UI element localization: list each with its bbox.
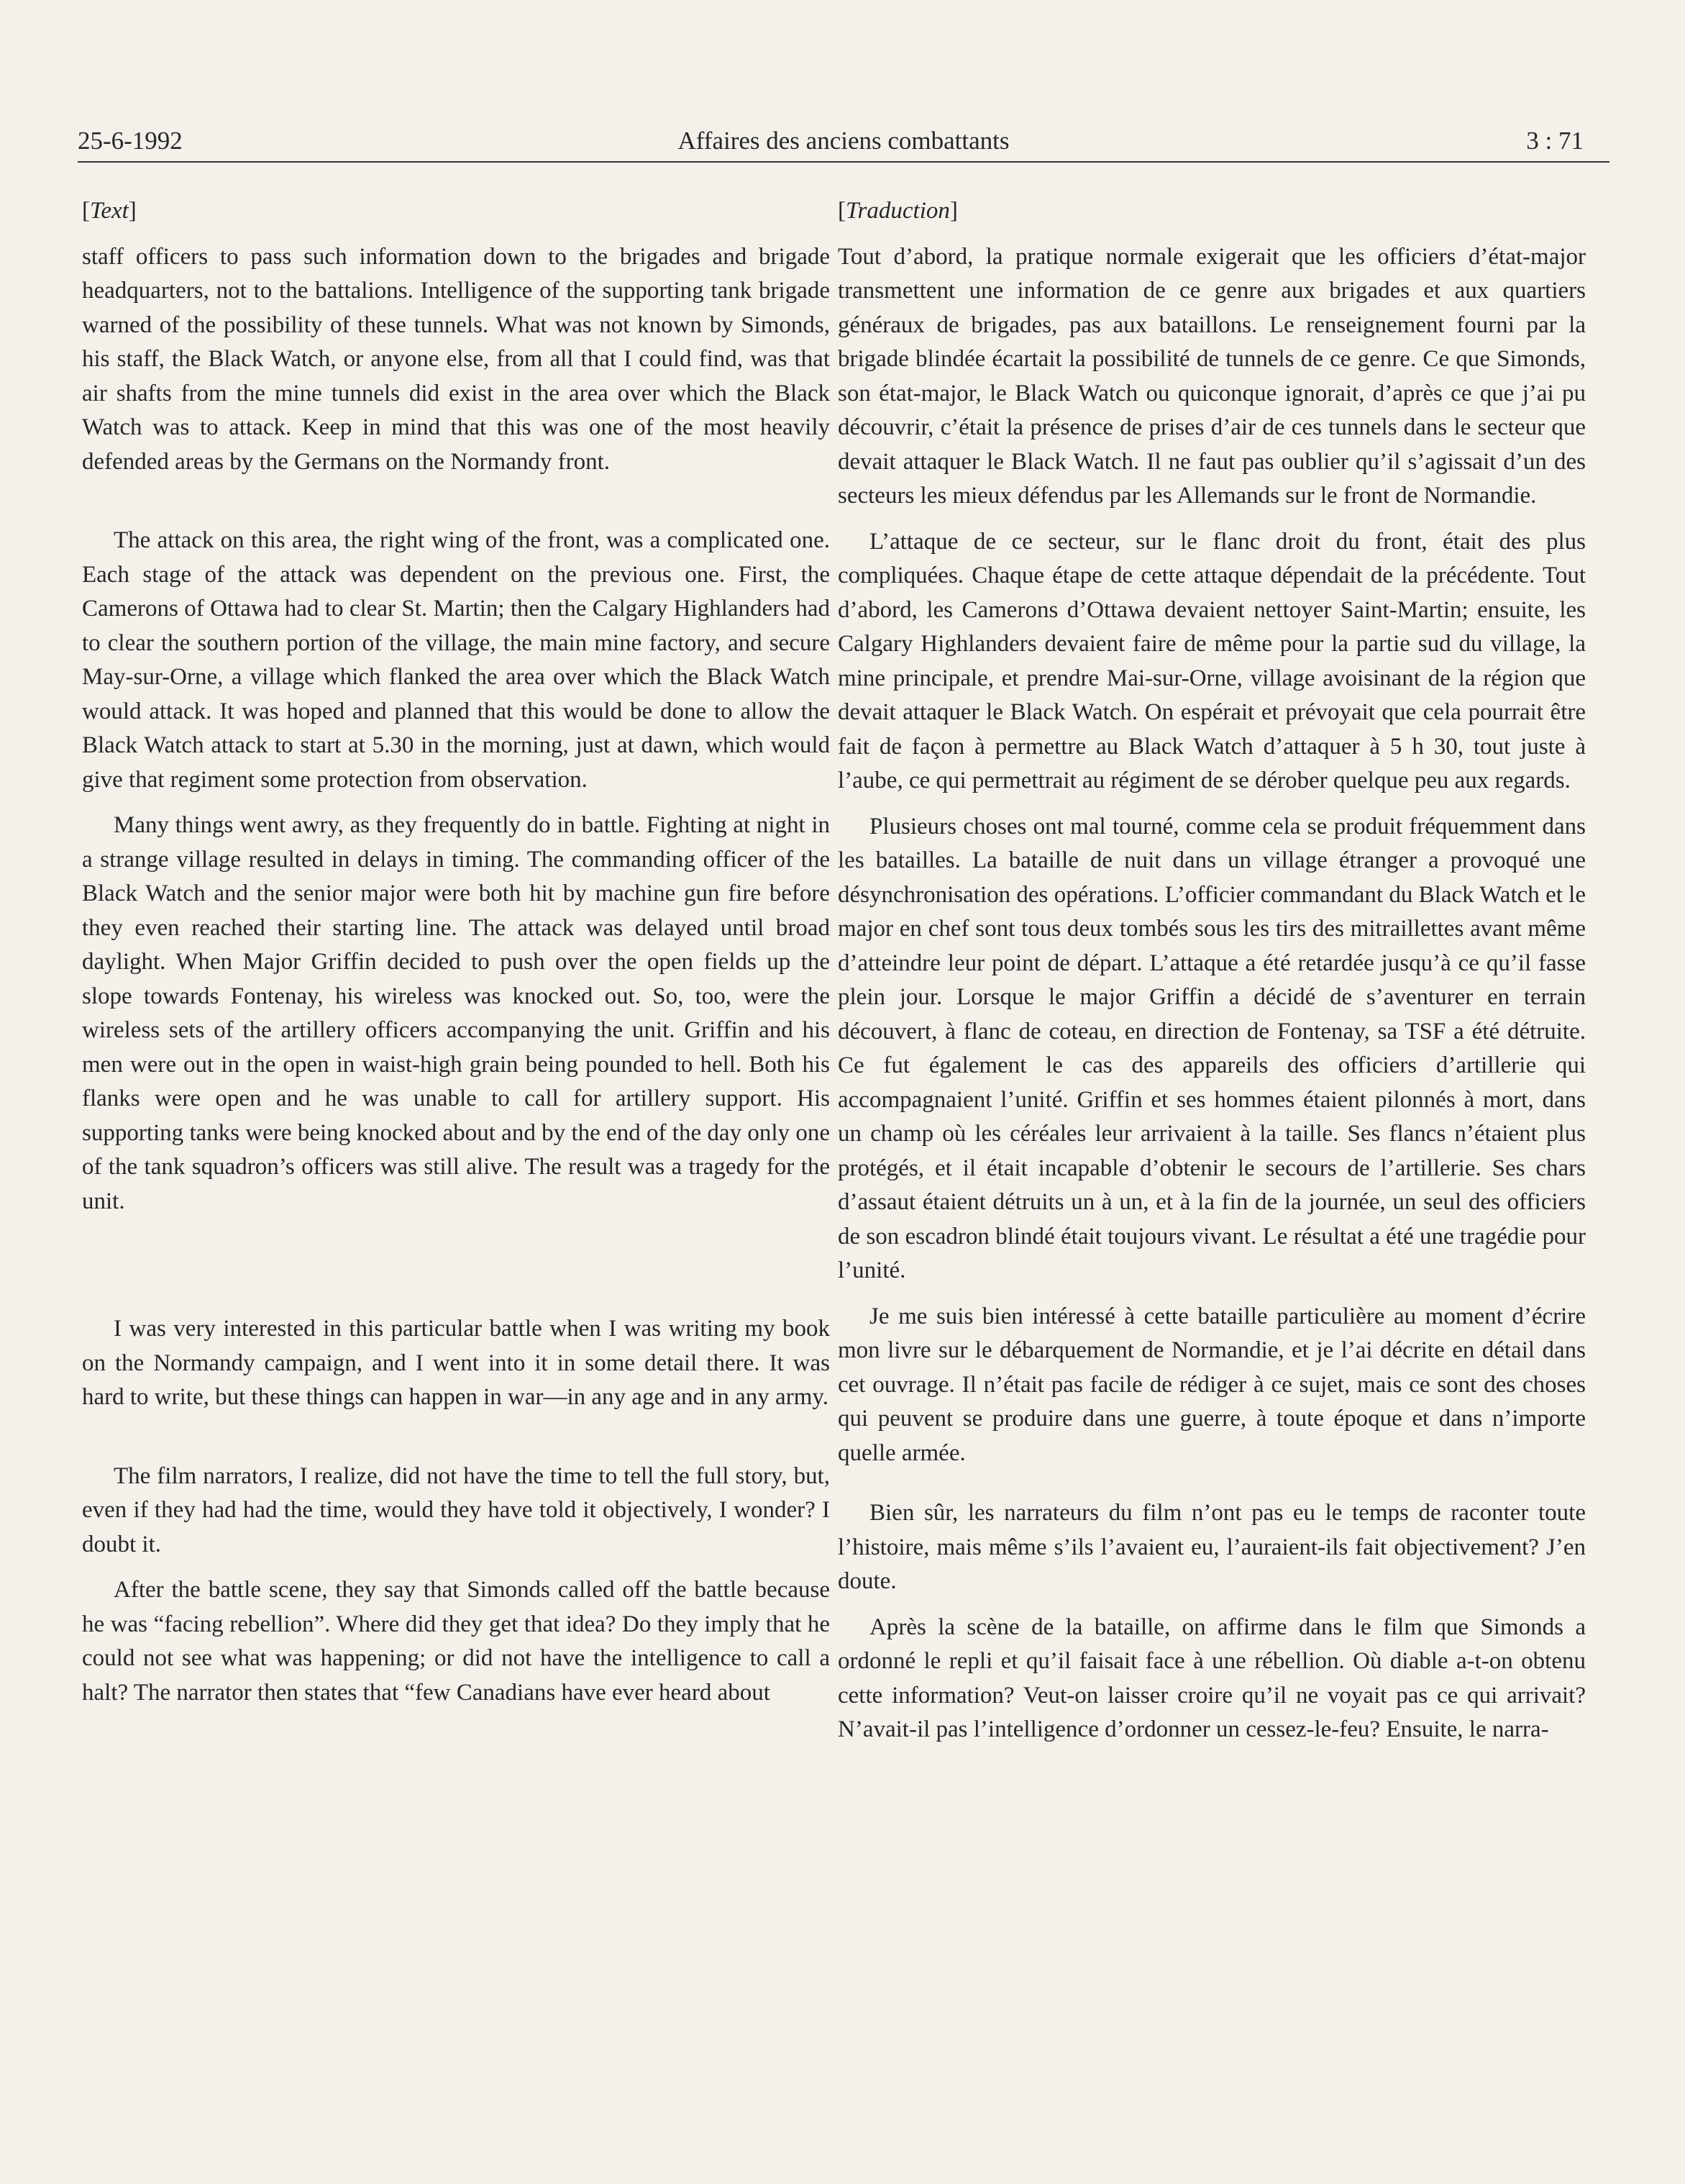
paragraph: Many things went awry, as they frequently do in battle. Fighting at night in a strange village resulted in delays in timing. The commanding officer of the Black Watch and the senior major were both hit by machine gun fire before they even reached their starting line. The attack was delayed until broad daylight. When Major Griffin decided to push over the open fields up the slope towards Fontenay, his wireless was knocked out. So, too, were the wireless sets of the artillery officers accompanying the unit. Griffin and his men were out in the open in waist-high grain being pounded to hell. Both his flanks were open and he was unable to call for artillery support. His supporting tanks were being knocked about and by the end of the day only one of the tank squadron’s officers was still alive. The result was a tragedy for the unit. bbox=[82, 812, 830, 1214]
paragraph: The attack on this area, the right wing of the front, was a complicated one. Each stage of the attack was dependent on the previous one. First, the Camerons of Ottawa had to clear St. Martin; then the Calgary Highlanders had to clear the southern portion of the village, the main mine factory, and secure May-sur-Orne, a village which flanked the area over which the Black Watch would attack. It was hoped and planned that this would be done to allow the Black Watch attack to start at 5.30 in the morning, just at dawn, which would give that regiment some protection from observation. bbox=[82, 527, 830, 793]
paragraph: The film narrators, I realize, did not have the time to tell the full story, but, even if they had had the time, would they have told it objectively, I wonder? I doubt it. bbox=[82, 1462, 830, 1557]
paragraph: After the battle scene, they say that Simonds called off the battle because he was “facing rebellion”. Where did they get that idea? Do they imply that he could not see what was happening; or did not have the intelligence to call a halt? The narrator then states that “few Canadians have ever heard about bbox=[82, 1577, 830, 1706]
paragraph: Plusieurs choses ont mal tourné, comme cela se produit fréquemment dans les batailles. La bataille de nuit dans un village étranger a provoqué une désynchronisation des opérations. L’officier commandant du Black Watch et le major en chef sont tous deux tombés sous les tirs des mitraillettes avant même d’atteindre leur point de départ. L’attaque a été retardée jusqu’à ce qu’il fasse plein jour. Lorsque le major Griffin a décidé de s’aventurer en terrain découvert, à flanc de coteau, en direction de Fontenay, sa TSF a été détruite. Ce fut également le cas des appareils des officiers d’artillerie qui accompagnaient l’unité. Griffin et ses hommes étaient pilonnés à mort, dans un champ où les céréales leur arrivaient à la taille. Ses flancs n’étaient plus protégés, et il était incapable d’obtenir le secours de l’artillerie. Ses chars d’assaut étaient détruits un à un, et à la fin de la journée, un seul des officiers de son escadron blindé était toujours vivant. Le résultat a été une tragédie pour l’unité. bbox=[838, 813, 1586, 1283]
paragraph: Après la scène de la bataille, on affirme dans le film que Simonds a ordonné le repli et qu’il faisait face à une rébellion. Où diable a-t-on obtenu cette information? Veut-on laisser croire qu’il ne voyait pas ce qui arrivait? N’avait-il pas l’intelligence d’ordonner un cessez-le-feu? Ensuite, le narra- bbox=[838, 1614, 1586, 1742]
paragraph: L’attaque de ce secteur, sur le flanc droit du front, était des plus compliquées. Chaque étape de cette attaque dépendait de la précédente. Tout d’abord, les Camerons d’Ottawa devaient nettoyer Saint-Martin; ensuite, les Calgary Highlanders devaient faire de même pour la partie sud du village, la mine principale, et prendre Mai-sur-Orne, village avoisinant de la région que devait attaquer le Black Watch. On espérait et prévoyait que cela pourrait être fait de façon à permettre au Black Watch d’attaquer à 5 h 30, tout juste à l’aube, ce qui permettrait au régiment de se dérober quelque peu aux regards. bbox=[838, 528, 1586, 793]
french-column bbox=[838, 194, 1586, 1747]
paragraph: Tout d’abord, la pratique normale exigerait que les officiers d’état-major transmettent une information de ce genre aux brigades et aux quartiers généraux de brigades, pas aux bataillons. Le renseignement fourni par la brigade blindée écartait la possibilité de tunnels de ce genre. Ce que Simonds, son état-major, le Black Watch ou quiconque ignorait, d’après ce que j’ai pu découvrir, c’était la présence de prises d’air de ces tunnels dans le secteur que devait attaquer le Black Watch. Il ne faut pas oublier qu’il s’agissait d’un des secteurs les mieux défendus par les Allemands sur le front de Normandie. bbox=[838, 243, 1586, 509]
paragraph: staff officers to pass such information down to the brigades and brigade headquarters, not to the battalions. Intelligence of the supporting tank brigade warned of the possibility of these tunnels. What was not known by Simonds, his staff, the Black Watch, or anyone else, from all that I could find, was that air shafts from the mine tunnels did exist in the area over which the Black Watch was to attack. Keep in mind that this was one of the most heavily defended areas by the Germans on the Normandy front. bbox=[82, 243, 830, 475]
header-date: 25-6-1992 bbox=[78, 127, 183, 155]
paragraph: Bien sûr, les narrateurs du film n’ont pas eu le temps de raconter toute l’histoire, mais même s’ils l’avaient eu, l’auraient-ils fait objectivement? J’en doute. bbox=[838, 1500, 1586, 1594]
paragraph: Je me suis bien intéressé à cette bataille particulière au moment d’écrire mon livre sur le débarquement de Normandie, et je l’ai décrite en détail dans cet ouvrage. Il n’était pas facile de rédiger à ce sujet, mais ce sont des choses qui peuvent se produire dans une guerre, à toute époque et dans n’importe quelle armée. bbox=[838, 1303, 1586, 1466]
english-column bbox=[82, 194, 830, 1710]
column-label-traduction: [Traduction] bbox=[838, 198, 958, 224]
column-label-text: [Text] bbox=[82, 198, 137, 224]
paragraph: I was very interested in this particular battle when I was writing my book on the Normandy campaign, and I went into it in some detail there. It was hard to write, but these things can happen in war—in any age and in any army. bbox=[82, 1316, 830, 1410]
publication-title: Affaires des anciens combattants bbox=[677, 127, 1010, 155]
page-number: 3 : 71 bbox=[1526, 127, 1584, 155]
page-header bbox=[78, 121, 1609, 163]
